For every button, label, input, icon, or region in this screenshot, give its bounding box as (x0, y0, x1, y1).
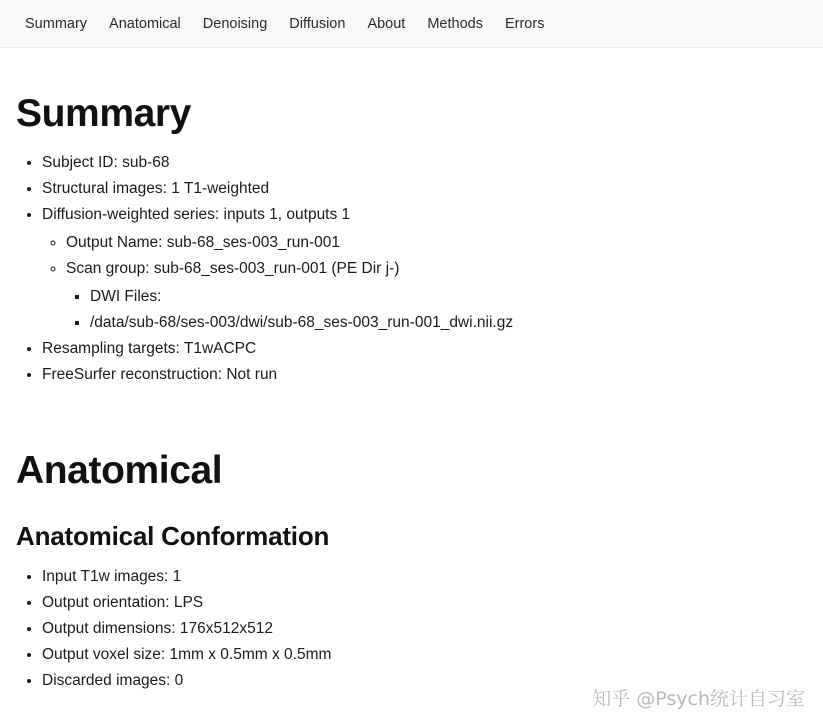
anatomical-heading: Anatomical (16, 449, 223, 492)
nav-item-summary[interactable]: Summary (25, 15, 88, 32)
nav-item-anatomical[interactable]: Anatomical (109, 15, 181, 32)
nav-item-diffusion[interactable]: Diffusion (289, 15, 346, 32)
top-navigation-bar (0, 0, 823, 48)
list-item-subject-id: • Subject ID: sub-68 (42, 150, 807, 175)
nav-item-about[interactable]: About (367, 15, 406, 32)
list-item-discarded-images: • Discarded images: 0 (42, 668, 807, 693)
list-item-output-dimensions: • Output dimensions: 176x512x512 (42, 616, 807, 641)
nav-item-denoising[interactable]: Denoising (202, 15, 268, 32)
dwi-series-sublist (42, 230, 807, 335)
list-item-freesurfer: • FreeSurfer reconstruction: Not run (42, 362, 807, 387)
summary-heading: Summary (16, 92, 191, 135)
list-item-output-voxel-size: • Output voxel size: 1mm x 0.5mm x 0.5mm (42, 642, 807, 667)
list-item-dwi-series (42, 202, 807, 335)
list-item-dwi-file-path: ▪ /data/sub-68/ses-003/dwi/sub-68_ses-003_run-001_dwi.nii.gz (90, 310, 807, 335)
document-content (0, 92, 823, 693)
nav-item-errors[interactable]: Errors (504, 15, 545, 32)
list-item-structural-images: • Structural images: 1 T1-weighted (42, 176, 807, 201)
scan-group-label: Scan group: sub-68_ses-003_run-001 (PE Dir j-) (66, 260, 400, 277)
list-item-input-t1w: • Input T1w images: 1 (42, 564, 807, 589)
anatomical-conformation-list (16, 564, 807, 693)
anatomical-conformation-heading: Anatomical Conformation (16, 521, 330, 551)
list-item-scan-group (66, 256, 807, 335)
list-item-output-orientation: • Output orientation: LPS (42, 590, 807, 615)
watermark: 知乎 @Psych统计自习室 (592, 688, 805, 710)
list-item-output-name: ◦ Output Name: sub-68_ses-003_run-001 (66, 230, 807, 255)
dwi-series-label: Diffusion-weighted series: inputs 1, outputs 1 (42, 206, 351, 223)
list-item-resampling-targets: • Resampling targets: T1wACPC (42, 336, 807, 361)
summary-list (16, 150, 807, 387)
nav-item-methods[interactable]: Methods (427, 15, 483, 32)
dwi-files-sublist (66, 284, 807, 335)
list-item-dwi-files-label: ▪ DWI Files: (90, 284, 807, 309)
